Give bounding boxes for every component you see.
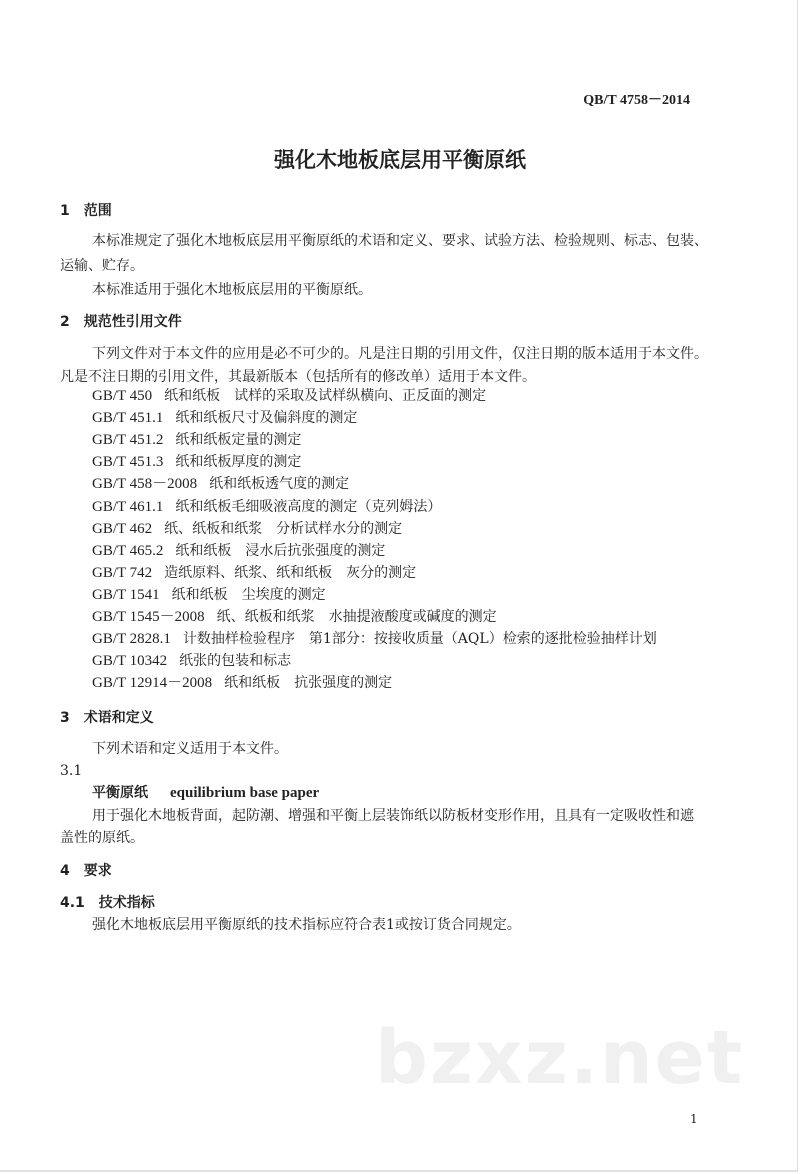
paragraph: 本标准规定了强化木地板底层用平衡原纸的术语和定义、要求、试验方法、检验规则、标志、包装、: [92, 233, 708, 249]
paragraph: 运输、贮存。: [60, 258, 144, 274]
reference-item: [92, 475, 349, 493]
section-2-heading: 2 规范性引用文件: [60, 314, 182, 330]
reference-item: [92, 387, 486, 405]
reference-item: [92, 542, 385, 560]
standard-number: QB/T 4758－2014: [583, 93, 690, 108]
paragraph: 本标准适用于强化木地板底层用的平衡原纸。: [92, 282, 372, 298]
definition: 盖性的原纸。: [60, 830, 144, 846]
subsection-heading: 4.1 技术指标: [60, 895, 155, 911]
reference-code: GB/T 1545－2008: [92, 609, 205, 625]
reference-item: [92, 564, 416, 582]
reference-code: GB/T 462: [92, 520, 153, 537]
reference-title: 纸和纸板 试样的采取及试样纵横向、正反面的测定: [164, 388, 487, 404]
reference-item: [92, 586, 326, 604]
paragraph: 下列术语和定义适用于本文件。: [92, 741, 288, 757]
reference-item: [92, 608, 497, 626]
section-3-heading: 3 术语和定义: [60, 710, 154, 726]
page-number: 1: [690, 1112, 698, 1126]
reference-title: 计数抽样检验程序 第1部分：按接收质量（AQL）检索的逐批检验抽样计划: [182, 631, 657, 648]
reference-code: GB/T 451.2: [92, 432, 164, 449]
reference-title: 纸和纸板 尘埃度的测定: [171, 586, 326, 603]
reference-code: GB/T 461.1: [92, 498, 164, 515]
section-4-heading: 4 要求: [60, 863, 112, 879]
reference-code: GB/T 12914－2008: [92, 675, 213, 692]
reference-title: 纸和纸板 抗张强度的测定: [224, 675, 393, 692]
reference-title: 纸和纸板定量的测定: [175, 432, 302, 449]
section-1-heading: 1 范围: [60, 203, 112, 219]
reference-title: 纸和纸板厚度的测定: [175, 454, 302, 471]
reference-title: 纸和纸板毛细吸液高度的测定（克列姆法）: [175, 498, 442, 515]
reference-code: GB/T 450: [92, 388, 153, 404]
watermark: bzxz.net: [375, 1015, 745, 1101]
reference-code: GB/T 451.1: [92, 410, 164, 427]
reference-title: 纸和纸板透气度的测定: [209, 476, 350, 493]
reference-item: [92, 409, 357, 427]
reference-item: [92, 431, 301, 449]
paragraph: 下列文件对于本文件的应用是必不可少的。凡是注日期的引用文件，仅注日期的版本适用于本文件。: [92, 346, 708, 362]
reference-title: 纸和纸板 浸水后抗张强度的测定: [175, 542, 386, 559]
reference-code: GB/T 465.2: [92, 542, 164, 559]
term-entry: [92, 784, 319, 802]
reference-item: [92, 652, 291, 670]
term-english: equilibrium base paper: [170, 785, 320, 801]
reference-code: GB/T 2828.1: [92, 631, 171, 648]
paragraph: 强化木地板底层用平衡原纸的技术指标应符合表1或按订货合同规定。: [92, 917, 521, 933]
reference-title: 纸张的包装和标志: [179, 653, 292, 670]
reference-item: [92, 520, 402, 538]
reference-title: 纸和纸板尺寸及偏斜度的测定: [175, 410, 358, 427]
reference-code: GB/T 458－2008: [92, 476, 198, 493]
reference-item: [92, 498, 441, 516]
reference-code: GB/T 1541: [92, 586, 160, 603]
reference-code: GB/T 742: [92, 564, 153, 581]
reference-item: [92, 674, 392, 692]
reference-title: 纸、纸板和纸浆 水抽提液酸度或碱度的测定: [216, 609, 497, 625]
reference-item: [92, 630, 657, 648]
reference-title: 造纸原料、纸浆、纸和纸板 灰分的测定: [164, 564, 417, 581]
reference-code: GB/T 451.3: [92, 454, 164, 471]
reference-title: 纸、纸板和纸浆 分析试样水分的测定: [164, 520, 403, 537]
reference-item: [92, 453, 301, 471]
definition: 用于强化木地板背面，起防潮、增强和平衡上层装饰纸以防板材变形作用，且具有一定吸收性和遮: [92, 808, 694, 824]
reference-code: GB/T 10342: [92, 653, 168, 670]
term-chinese: 平衡原纸: [92, 785, 148, 801]
paragraph: 凡是不注日期的引用文件，其最新版本（包括所有的修改单）适用于本文件。: [60, 369, 536, 385]
subsection-number: 3.1: [60, 763, 83, 779]
document-title: 强化木地板底层用平衡原纸: [274, 148, 526, 172]
